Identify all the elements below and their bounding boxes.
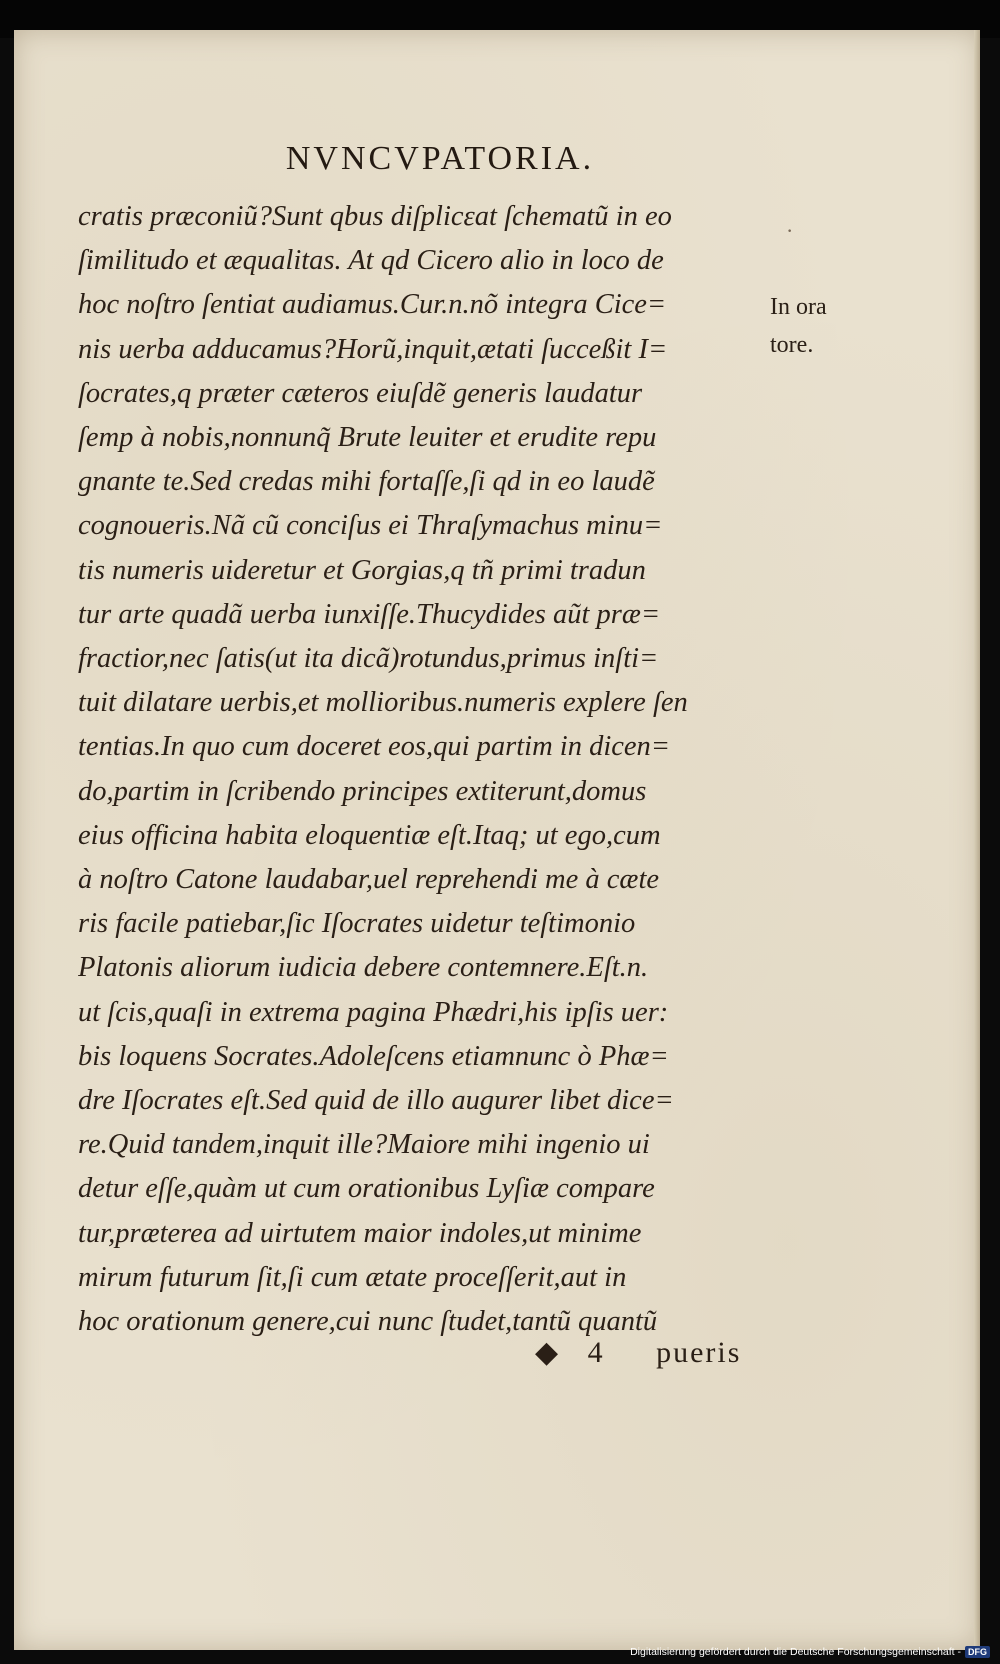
footer-credit [630, 1644, 990, 1660]
text-line: re.Quid tandem,inquit ille?Maiore mihi ingenio ui [78, 1129, 650, 1161]
margin-note-line-1: In ora [770, 294, 827, 320]
text-line: tis numeris uideretur et Gorgias,q tñ primi tradun [78, 554, 646, 586]
margin-note-line-2: tore. [770, 332, 814, 358]
signature-number: 4 [587, 1336, 605, 1369]
text-line: ris facile patiebar,ſic Iſocrates uidetur teſtimonio [78, 908, 636, 940]
text-line: fractior,nec ſatis(ut ita dicã)rotundus,primus inſti= [78, 643, 659, 675]
text-line: do,partim in ſcribendo principes extiterunt,domus [78, 775, 647, 807]
text-line: tur arte quadã uerba iunxiſſe.Thucydides aũt præ= [78, 598, 661, 630]
catchline [535, 1335, 795, 1370]
dfg-logo: DFG [965, 1646, 990, 1658]
margin-note [770, 288, 870, 364]
running-header: NVNCVPATORIA. [285, 140, 595, 177]
text-line: hoc noſtro ſentiat audiamus.Cur.n.nõ integra Cice= [78, 289, 667, 321]
text-line: gnante te.Sed credas mihi fortaſſe,ſi qd in eo laudẽ [78, 466, 655, 498]
body-text [78, 195, 778, 1344]
page-edge [974, 30, 980, 1650]
text-line: Platonis aliorum iudicia debere contemnere.Eſt.n. [78, 952, 649, 984]
ink-dot-mark: · [786, 218, 794, 243]
text-line: tur,præterea ad uirtutem maior indoles,ut minime [78, 1217, 642, 1249]
text-line: dre Iſocrates eſt.Sed quid de illo augurer libet dice= [78, 1085, 674, 1117]
signature-mark: ◆ [535, 1336, 561, 1369]
text-line: cognoueris.Nã cũ conciſus ei Thraſymachus minu= [78, 510, 663, 542]
text-line: bis loquens Socrates.Adoleſcens etiamnunc ò Phæ= [78, 1040, 669, 1072]
footer-text: Digitalisierung gefördert durch die Deutsche Forschungsgemeinschaft - [630, 1646, 961, 1658]
text-line: à noſtro Catone laudabar,uel reprehendi me à cæte [78, 864, 660, 896]
text-line: tuit dilatare uerbis,et mollioribus.numeris explere ſen [78, 687, 688, 719]
text-line: tentias.In quo cum doceret eos,qui partim in dicen= [78, 731, 671, 763]
text-line: ſimilitudo et æqualitas. At qd Cicero alio in loco de [78, 245, 664, 277]
text-line: cratis præconiũ?Sunt qbus diſplicεat ſchematũ in eo [78, 201, 672, 232]
text-line: ut ſcis,quaſi in extrema pagina Phædri,his ipſis uer: [78, 996, 669, 1028]
text-line: eius officina habita eloquentiæ eſt.Itaq; ut ego,cum [78, 819, 661, 851]
text-line: ſocrates,q præter cæteros eiuſdẽ generis laudatur [78, 377, 643, 409]
text-line: hoc orationum genere,cui nunc ſtudet,tantũ quantũ [78, 1306, 658, 1338]
text-line: nis uerba adducamus?Horũ,inquit,ætati ſucceßit I= [78, 333, 668, 365]
catchword: pueris [656, 1336, 742, 1369]
text-line: ſemp à nobis,nonnunq̃ Brute leuiter et erudite repu [78, 422, 657, 454]
text-line: detur eſſe,quàm ut cum orationibus Lyſiæ compare [78, 1173, 655, 1205]
text-line: mirum futurum ſit,ſi cum ætate proceſſerit,aut in [78, 1261, 627, 1293]
